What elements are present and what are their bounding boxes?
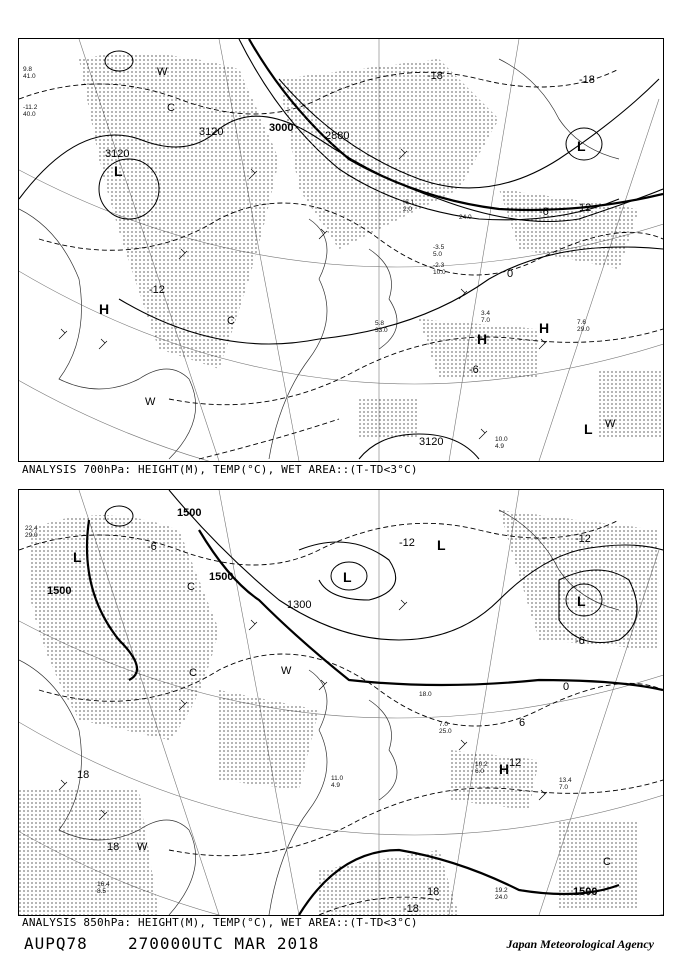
- contour-label: 1500: [209, 571, 234, 583]
- contour-label: 1300: [287, 599, 312, 611]
- low-center-label: L: [114, 163, 123, 179]
- station-plot: -11.2 40.0: [23, 104, 38, 118]
- isotherm-label: 0: [507, 268, 514, 280]
- station-plot: -2.3 10.0: [433, 262, 446, 276]
- high-center-label: H: [539, 320, 550, 336]
- isotherm-label: -18: [403, 903, 419, 915]
- valid-time: 270000UTC MAR 2018: [128, 934, 320, 953]
- station-plot: -3.5 5.0: [433, 244, 445, 258]
- station-plot: 7.6 29.0: [577, 319, 590, 333]
- cold-center-label: C: [189, 667, 197, 679]
- map-panel-700hpa: [18, 38, 664, 462]
- low-center-label: L: [73, 549, 82, 565]
- bulletin-id: AUPQ78: [24, 934, 88, 953]
- station-plot: 13.4 7.0: [559, 777, 572, 791]
- station-plot: 10.0 4.9: [495, 436, 508, 450]
- isotherm-label: 12: [579, 202, 592, 214]
- station-plot: -6.1 2.0: [403, 199, 415, 213]
- station-plot: 19.2 24.0: [495, 887, 508, 901]
- isotherm-label: 12: [509, 757, 522, 769]
- station-plot: 9.8 41.0: [23, 66, 36, 80]
- panel-caption-850hpa: ANALYSIS 850hPa: HEIGHT(M), TEMP(°C), WET AREA::(T-TD<3°C): [22, 916, 418, 929]
- station-plot: 18.0: [419, 691, 432, 698]
- contour-label: 3120: [419, 436, 444, 448]
- contour-label: 1500: [177, 507, 202, 519]
- isotherm-label: -18: [579, 74, 595, 86]
- high-center-label: H: [499, 761, 510, 777]
- map-700hpa-svg: [19, 39, 663, 461]
- contour-label: 3120: [199, 126, 224, 138]
- station-plot: 22.4 29.0: [25, 525, 38, 539]
- low-center-label: L: [577, 138, 586, 154]
- cold-center-label: C: [227, 315, 235, 327]
- high-center-label: H: [477, 331, 488, 347]
- low-center-label: L: [584, 421, 593, 437]
- cold-center-label: C: [603, 856, 611, 868]
- warm-center-label: W: [605, 418, 616, 430]
- isotherm-label: 6: [519, 717, 526, 729]
- low-center-label: L: [437, 537, 446, 553]
- isotherm-label: -6: [539, 206, 549, 218]
- isotherm-label: -6: [147, 541, 157, 553]
- cold-center-label: C: [167, 102, 175, 114]
- isotherm-label: -6: [469, 364, 479, 376]
- agency-name: Japan Meteorological Agency: [506, 937, 654, 951]
- isotherm-label: -12: [399, 537, 415, 549]
- station-plot: 3.4 7.0: [481, 310, 491, 324]
- wet-areas: [19, 510, 659, 915]
- station-plot: 16.4 8.5: [97, 881, 110, 895]
- cold-center-label: C: [187, 581, 195, 593]
- station-plot: 5.8 33.0: [375, 320, 388, 334]
- warm-center-label: W: [137, 841, 148, 853]
- contour-label: 2880: [325, 130, 350, 142]
- warm-center-label: W: [281, 665, 292, 677]
- station-plot: 7.0 25.0: [439, 721, 452, 735]
- warm-center-label: W: [157, 66, 168, 78]
- contour-label: 1500: [573, 886, 598, 898]
- contour-label: 1500: [47, 585, 72, 597]
- isotherm-label: 0: [563, 681, 570, 693]
- isotherm-label: 18: [77, 769, 90, 781]
- warm-center-label: W: [145, 396, 156, 408]
- isotherm-label: 18: [107, 841, 120, 853]
- isotherm-label: -12: [149, 284, 165, 296]
- map-850hpa-svg: [19, 490, 663, 915]
- map-panel-850hpa: [18, 489, 664, 916]
- panel-caption-700hpa: ANALYSIS 700hPa: HEIGHT(M), TEMP(°C), WET AREA::(T-TD<3°C): [22, 463, 418, 476]
- low-center-label: L: [343, 569, 352, 585]
- high-center-label: H: [99, 301, 110, 317]
- isotherm-label: -12: [575, 533, 591, 545]
- isotherm-label: 18: [427, 886, 440, 898]
- station-plot: 10.2 6.0: [475, 761, 488, 775]
- station-plot: 11.0 4.9: [331, 775, 344, 789]
- low-center-label: L: [577, 593, 586, 609]
- isotherm-label: -18: [427, 70, 443, 82]
- contour-label: 3120: [105, 148, 130, 160]
- isotherm-label: -6: [575, 635, 585, 647]
- contour-label: 3000: [269, 122, 294, 134]
- station-plot: 24.0: [459, 214, 472, 221]
